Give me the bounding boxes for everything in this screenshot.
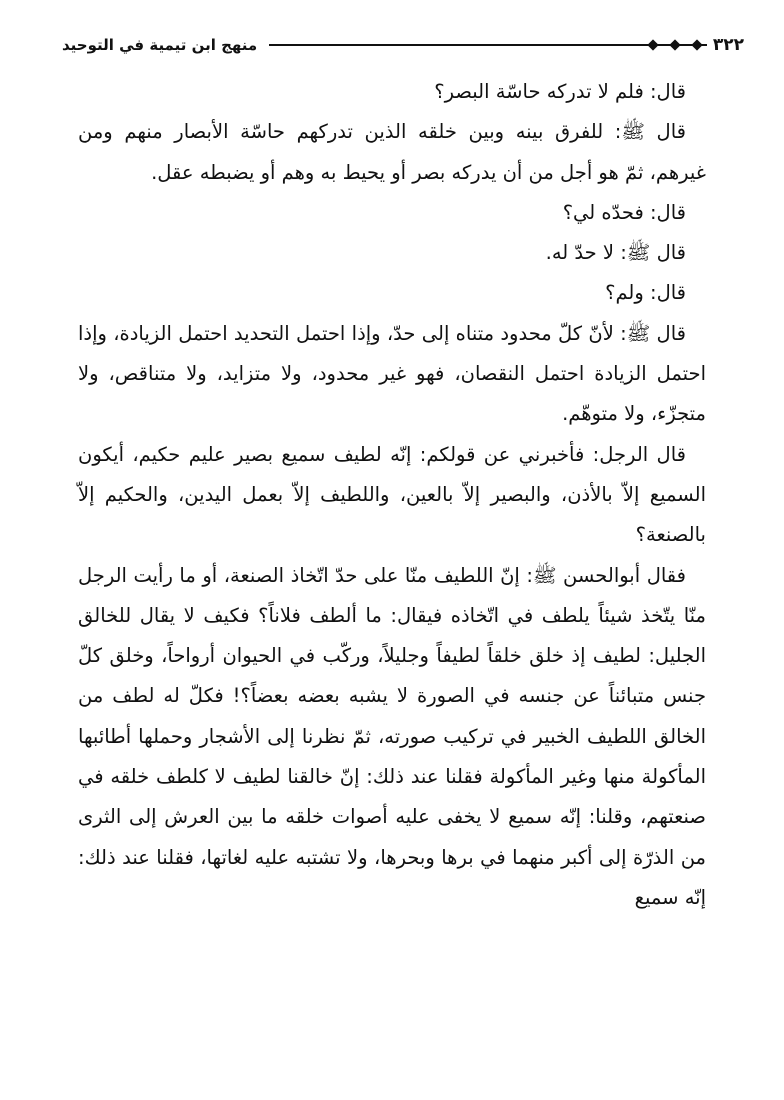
ornament-diamond xyxy=(691,39,702,50)
page-body xyxy=(78,72,706,918)
header-line xyxy=(269,44,707,46)
ornament-diamond xyxy=(669,39,680,50)
paragraph: قال ﷺ: لا حدّ له. xyxy=(545,241,686,265)
book-title: منهج ابن تيمية في التوحيد xyxy=(62,36,258,54)
paragraph: قال ﷺ: للفرق بينه وبين خلقه الذين تدركهم حاسّة الأبصار منهم ومن غيرهم، ثمّ هو أجل من أن يدركه بصر أو يحيط به وهم أو يضبطه عقل. xyxy=(78,120,706,184)
header-rule xyxy=(269,38,707,52)
header-ornament xyxy=(649,38,707,52)
paragraph: قال: ولم؟ xyxy=(605,281,686,305)
paragraph: قال الرجل: فأخبرني عن قولكم: إنّه لطيف سميع بصير عليم حكيم، أيكون السميع إلاّ بالأذن، والبصير إلاّ بالعين، واللطيف إلاّ بعمل اليدين، والحكيم إلاّ بالصنعة؟ xyxy=(78,442,706,547)
ornament-diamond xyxy=(647,39,658,50)
paragraph: فقال أبوالحسن ﷺ: إنّ اللطيف منّا على حدّ اتّخاذ الصنعة، أو ما رأيت الرجل منّا يتّخذ شيئاً يلطف في اتّخاذه فيقال: ما ألطف فلاناً؟ فكيف لا يقال للخالق الجليل: لطيف إذ خلق خلقاً لطيفاً وجليلاً، وركّب في الحيوان أرواحاً، وخلق كلّ جنس متبائناً عن جنسه في الصورة لا يشبه بعضه بعضاً؟! فكلّ له لطف من الخالق اللطيف الخبير في تركيب صورته، ثمّ نظرنا إلى الأشجار وحملها أطائبها المأكولة منها وغير المأكولة فقلنا عند ذلك: إنّ خالقنا لطيف لا كلطف خلقه في صنعتهم، وقلنا: إنّه سميع لا يخفى عليه أصوات خلقه ما بين العرش إلى الثرى من الذرّة إلى أكبر منهما في برها وبحرها، ولا تشتبه عليه لغاتها، فقلنا عند ذلك: إنّه سميع xyxy=(78,563,706,909)
page-number: ٣٢٢ xyxy=(712,35,744,55)
paragraph: قال: فلم لا تدركه حاسّة البصر؟ xyxy=(434,80,686,103)
paragraph: قال: فحدّه لي؟ xyxy=(562,200,686,224)
paragraph: قال ﷺ: لأنّ كلّ محدود متناه إلى حدّ، وإذا احتمل التحديد احتمل الزيادة، وإذا احتمل الزيادة احتمل النقصان، فهو غير محدود، ولا متزايد، ولا متناقص، ولا متجزّء، ولا متوهّم. xyxy=(78,321,706,426)
running-header xyxy=(62,30,744,60)
